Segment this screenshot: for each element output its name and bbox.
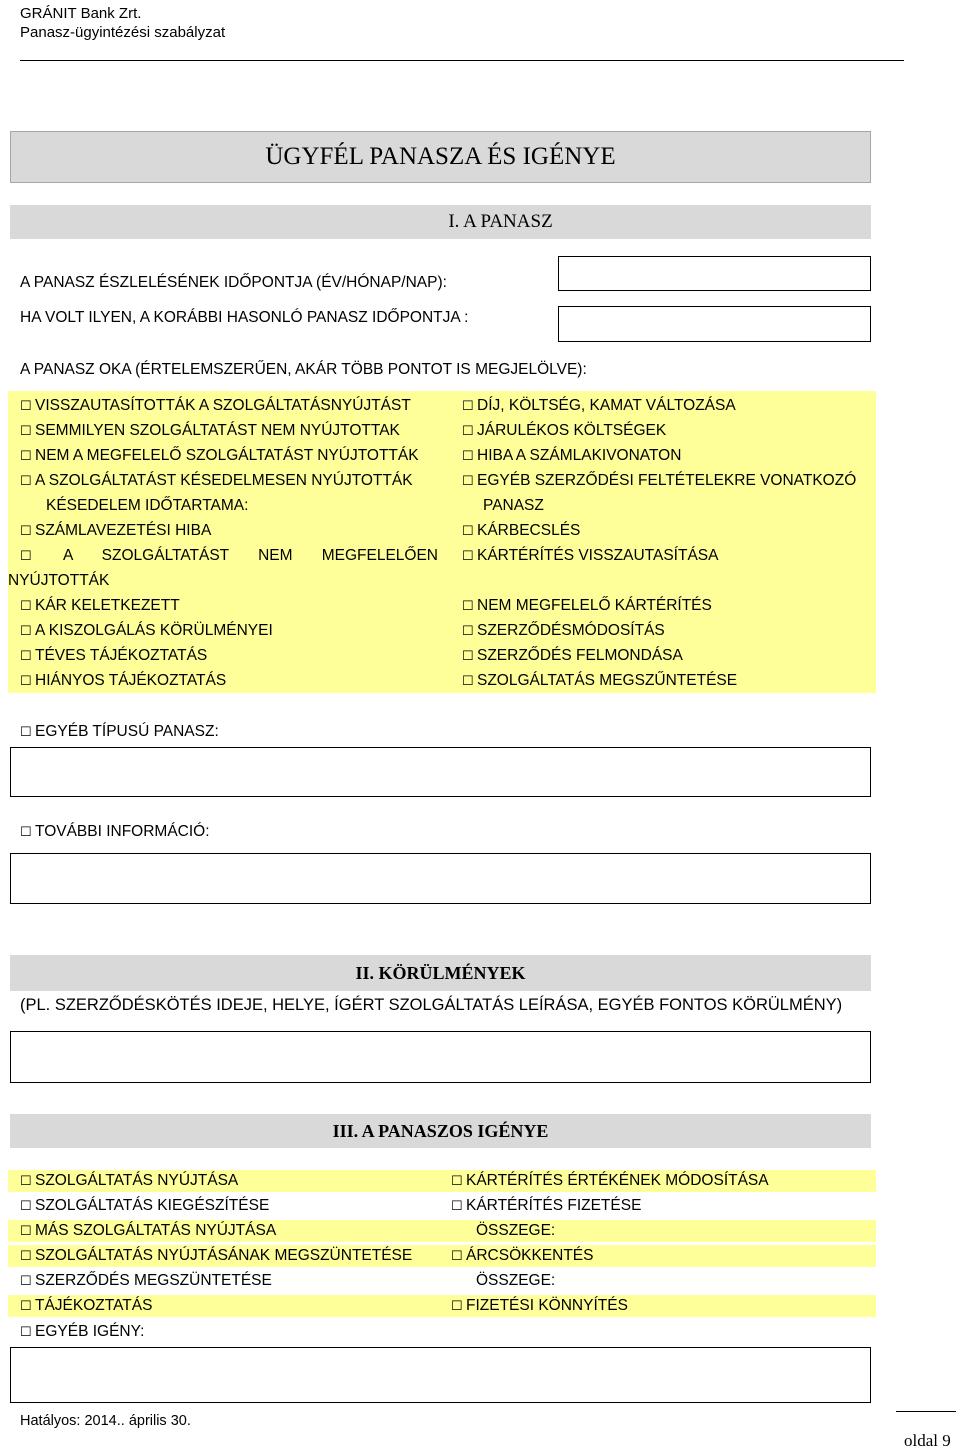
ballot-box-icon: ☐ xyxy=(20,473,32,488)
ballot-box-icon: ☐ xyxy=(20,1248,32,1263)
ballot-box-icon: ☐ xyxy=(462,473,474,488)
reason-left-2[interactable]: ☐ SEMMILYEN SZOLGÁLTATÁST NEM NYÚJTOTTAK xyxy=(20,422,400,439)
claim-right-2[interactable]: ☐ KÁRTÉRÍTÉS FIZETÉSE xyxy=(451,1197,642,1214)
claim-left-5[interactable]: ☐ SZERZŐDÉS MEGSZÜNTETÉSE xyxy=(20,1272,272,1289)
ballot-box-icon: ☐ xyxy=(462,423,474,438)
price-reduction-amount-label: ÖSSZEGE: xyxy=(476,1272,556,1289)
ballot-box-icon: ☐ xyxy=(451,1173,463,1188)
reason-right-1[interactable]: ☐ DÍJ, KÖLTSÉG, KAMAT VÁLTOZÁSA xyxy=(462,397,736,414)
bank-name: GRÁNIT Bank Zrt. xyxy=(20,5,142,22)
reason-right-4-cont: PANASZ xyxy=(483,497,544,514)
ballot-box-icon: ☐ xyxy=(20,824,32,839)
circumstances-note: (PL. SZERZŐDÉSKÖTÉS IDEJE, HELYE, ÍGÉRT SZOLGÁLTATÁS LEÍRÁSA, EGYÉB FONTOS KÖRÜLMÉNY) xyxy=(20,996,843,1014)
claim-left-4[interactable]: ☐ SZOLGÁLTATÁS NYÚJTÁSÁNAK MEGSZÜNTETÉSE xyxy=(20,1247,413,1264)
section-3-heading: III. A PANASZOS IGÉNYE xyxy=(10,1114,871,1148)
ballot-box-icon: ☐ xyxy=(20,548,32,563)
ballot-box-icon: ☐ xyxy=(462,398,474,413)
page-title: ÜGYFÉL PANASZA ÉS IGÉNYE xyxy=(10,131,871,183)
ballot-box-icon: ☐ xyxy=(451,1248,463,1263)
delay-duration-label: KÉSEDELEM IDŐTARTAMA: xyxy=(46,497,249,514)
ballot-box-icon: ☐ xyxy=(20,423,32,438)
reason-right-8[interactable]: ☐ SZERZŐDÉSMÓDOSÍTÁS xyxy=(462,622,665,639)
claim-left-2[interactable]: ☐ SZOLGÁLTATÁS KIEGÉSZÍTÉSE xyxy=(20,1197,270,1214)
claim-left-3[interactable]: ☐ MÁS SZOLGÁLTATÁS NYÚJTÁSA xyxy=(20,1222,277,1239)
ballot-box-icon: ☐ xyxy=(20,648,32,663)
reason-right-3[interactable]: ☐ HIBA A SZÁMLAKIVONATON xyxy=(462,447,682,464)
claim-right-3[interactable]: ☐ ÁRCSÖKKENTÉS xyxy=(451,1247,594,1264)
other-claim-checkbox[interactable]: ☐ EGYÉB IGÉNY: xyxy=(20,1323,145,1340)
ballot-box-icon: ☐ xyxy=(462,448,474,463)
ballot-box-icon: ☐ xyxy=(462,648,474,663)
ballot-box-icon: ☐ xyxy=(462,623,474,638)
reason-left-5[interactable]: ☐ SZÁMLAVEZETÉSI HIBA xyxy=(20,522,212,539)
more-info-field[interactable] xyxy=(10,853,871,904)
reason-left-3[interactable]: ☐ NEM A MEGFELELŐ SZOLGÁLTATÁST NYÚJTOTTÁK xyxy=(20,447,419,464)
reason-right-7[interactable]: ☐ NEM MEGFELELŐ KÁRTÉRÍTÉS xyxy=(462,597,712,614)
previous-complaint-date-label: HA VOLT ILYEN, A KORÁBBI HASONLÓ PANASZ IDŐPONTJA : xyxy=(20,309,469,326)
reason-left-6-cont: NYÚJTOTTÁK xyxy=(8,572,110,589)
reason-right-2[interactable]: ☐ JÁRULÉKOS KÖLTSÉGEK xyxy=(462,422,667,439)
section-2-heading: II. KÖRÜLMÉNYEK xyxy=(10,955,871,991)
more-info-checkbox[interactable]: ☐ TOVÁBBI INFORMÁCIÓ: xyxy=(20,823,210,840)
effective-date: Hatályos: 2014.. április 30. xyxy=(20,1413,191,1429)
ballot-box-icon: ☐ xyxy=(462,548,474,563)
claim-left-6[interactable]: ☐ TÁJÉKOZTATÁS xyxy=(20,1297,153,1314)
page-number: oldal 9 xyxy=(904,1431,951,1450)
ballot-box-icon: ☐ xyxy=(20,398,32,413)
reason-right-9[interactable]: ☐ SZERZŐDÉS FELMONDÁSA xyxy=(462,647,683,664)
ballot-box-icon: ☐ xyxy=(462,523,474,538)
other-complaint-checkbox[interactable]: ☐ EGYÉB TÍPUSÚ PANASZ: xyxy=(20,723,219,740)
ballot-box-icon: ☐ xyxy=(20,724,32,739)
ballot-box-icon: ☐ xyxy=(20,1298,32,1313)
ballot-box-icon: ☐ xyxy=(20,598,32,613)
reason-right-6[interactable]: ☐ KÁRTÉRÍTÉS VISSZAUTASÍTÁSA xyxy=(462,547,719,564)
reason-left-7[interactable]: ☐ KÁR KELETKEZETT xyxy=(20,597,180,614)
reason-left-8[interactable]: ☐ A KISZOLGÁLÁS KÖRÜLMÉNYEI xyxy=(20,622,273,639)
reason-right-5[interactable]: ☐ KÁRBECSLÉS xyxy=(462,522,581,539)
ballot-box-icon: ☐ xyxy=(451,1298,463,1313)
ballot-box-icon: ☐ xyxy=(20,448,32,463)
reason-left-1[interactable]: ☐ VISSZAUTASÍTOTTÁK A SZOLGÁLTATÁSNYÚJTÁST xyxy=(20,397,411,414)
claim-left-1[interactable]: ☐ SZOLGÁLTATÁS NYÚJTÁSA xyxy=(20,1172,239,1189)
ballot-box-icon: ☐ xyxy=(20,1173,32,1188)
complaint-reason-label: A PANASZ OKA (ÉRTELEMSZERŰEN, AKÁR TÖBB PONTOT IS MEGJELÖLVE): xyxy=(20,361,587,378)
detected-date-field[interactable] xyxy=(558,256,871,291)
other-complaint-field[interactable] xyxy=(10,747,871,797)
detected-date-label: A PANASZ ÉSZLELÉSÉNEK IDŐPONTJA (ÉV/HÓNAP/NAP): xyxy=(20,274,447,291)
reason-left-4[interactable]: ☐ A SZOLGÁLTATÁST KÉSEDELMESEN NYÚJTOTTÁK xyxy=(20,472,413,489)
reason-left-6[interactable]: ☐ A SZOLGÁLTATÁST NEM MEGFELELŐEN xyxy=(20,547,438,564)
ballot-box-icon: ☐ xyxy=(20,623,32,638)
footer-rule xyxy=(896,1411,956,1412)
ballot-box-icon: ☐ xyxy=(451,1198,463,1213)
ballot-box-icon: ☐ xyxy=(20,1273,32,1288)
other-claim-field[interactable] xyxy=(10,1347,871,1403)
header-rule xyxy=(20,60,904,61)
document-name: Panasz-ügyintézési szabályzat xyxy=(20,24,226,41)
reason-left-9[interactable]: ☐ TÉVES TÁJÉKOZTATÁS xyxy=(20,647,208,664)
reason-left-10[interactable]: ☐ HIÁNYOS TÁJÉKOZTATÁS xyxy=(20,672,227,689)
reason-right-4[interactable]: ☐ EGYÉB SZERZŐDÉSI FELTÉTELEKRE VONATKOZÓ xyxy=(462,472,857,489)
ballot-box-icon: ☐ xyxy=(20,1223,32,1238)
compensation-amount-label: ÖSSZEGE: xyxy=(476,1222,556,1239)
claim-right-4[interactable]: ☐ FIZETÉSI KÖNNYÍTÉS xyxy=(451,1297,628,1314)
ballot-box-icon: ☐ xyxy=(20,673,32,688)
circumstances-field[interactable] xyxy=(10,1031,871,1083)
ballot-box-icon: ☐ xyxy=(20,523,32,538)
ballot-box-icon: ☐ xyxy=(20,1324,32,1339)
reason-right-10[interactable]: ☐ SZOLGÁLTATÁS MEGSZŰNTETÉSE xyxy=(462,672,738,689)
ballot-box-icon: ☐ xyxy=(462,673,474,688)
ballot-box-icon: ☐ xyxy=(462,598,474,613)
previous-complaint-date-field[interactable] xyxy=(558,306,871,342)
section-1-heading: I. A PANASZ xyxy=(10,205,871,239)
claim-right-1[interactable]: ☐ KÁRTÉRÍTÉS ÉRTÉKÉNEK MÓDOSÍTÁSA xyxy=(451,1172,769,1189)
ballot-box-icon: ☐ xyxy=(20,1198,32,1213)
